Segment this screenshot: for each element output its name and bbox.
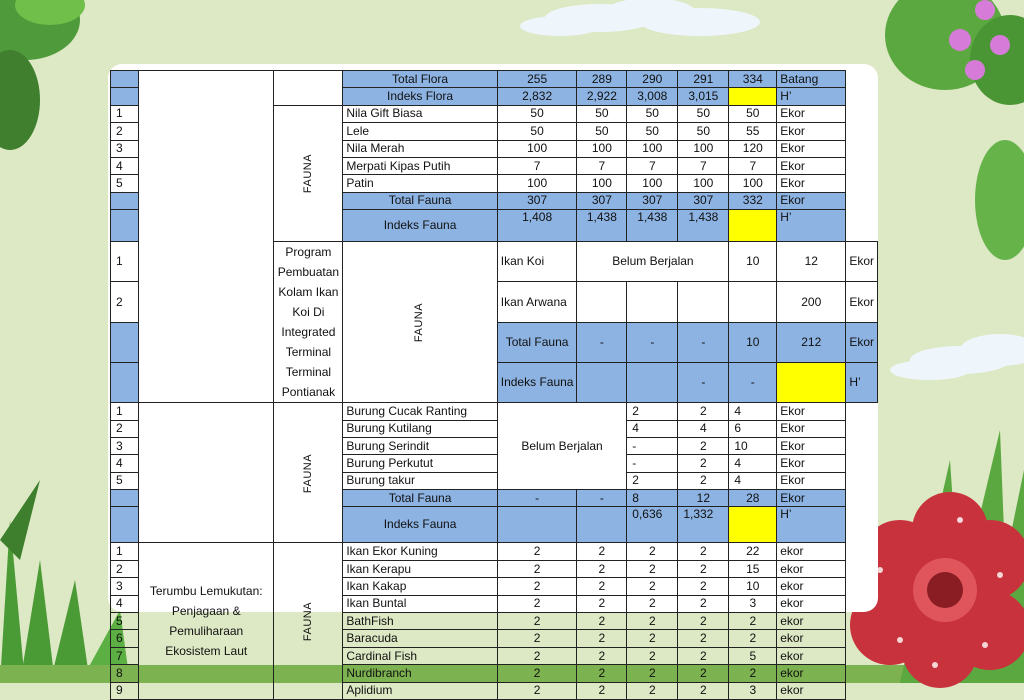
- value-cell: 2: [627, 595, 678, 612]
- value-cell: 255: [497, 71, 577, 88]
- leaf-icon: [0, 0, 85, 150]
- value-cell: 200: [777, 282, 846, 322]
- species-name: Ikan Ekor Kuning: [343, 543, 497, 560]
- no-cell: 1: [111, 403, 139, 420]
- value-cell: -: [627, 322, 678, 362]
- summary-label: Indeks Flora: [343, 88, 497, 105]
- no-cell: 2: [111, 560, 139, 577]
- value-cell: [729, 210, 777, 242]
- value-cell: 100: [577, 175, 627, 192]
- value-cell: 2: [577, 595, 627, 612]
- value-cell: 1,408: [497, 210, 577, 242]
- unit-cell: Ekor: [777, 472, 846, 489]
- group-label: FAUNA: [413, 303, 426, 343]
- value-cell: 2: [678, 543, 729, 560]
- no-cell: [111, 507, 139, 543]
- unit-cell: ekor: [777, 613, 846, 630]
- value-cell: 10: [729, 242, 777, 282]
- species-name: BathFish: [343, 613, 497, 630]
- species-name: Burung Perkutut: [343, 455, 497, 472]
- value-cell: 2: [497, 613, 577, 630]
- unit-cell: ekor: [777, 578, 846, 595]
- value-cell: 3: [729, 682, 777, 699]
- unit-cell: Ekor: [777, 490, 846, 507]
- value-cell: 2,832: [497, 88, 577, 105]
- species-name: Cardinal Fish: [343, 647, 497, 664]
- value-cell: 2: [577, 613, 627, 630]
- unit-cell: Batang: [777, 71, 846, 88]
- fauna-table: [110, 70, 878, 700]
- value-cell: 100: [678, 140, 729, 157]
- unit-cell: Ekor: [777, 403, 846, 420]
- table-cell: [678, 282, 729, 322]
- value-cell: [777, 362, 846, 402]
- value-cell: 7: [577, 157, 627, 174]
- value-cell: 2: [678, 560, 729, 577]
- value-cell: 1,438: [627, 210, 678, 242]
- species-name: Merpati Kipas Putih: [343, 157, 497, 174]
- value-cell: 4: [729, 472, 777, 489]
- value-cell: [577, 362, 627, 402]
- species-name: Nila Merah: [343, 140, 497, 157]
- species-name: Aplidium: [343, 682, 497, 699]
- value-cell: 2: [497, 578, 577, 595]
- no-cell: 2: [111, 282, 139, 322]
- value-cell: 2: [729, 630, 777, 647]
- value-cell: 100: [577, 140, 627, 157]
- value-cell: 100: [729, 175, 777, 192]
- unit-cell: H’: [777, 88, 846, 105]
- value-cell: 2: [678, 682, 729, 699]
- value-cell: [577, 507, 627, 543]
- summary-label: Total Fauna: [343, 192, 497, 209]
- value-cell: 4: [627, 420, 678, 437]
- unit-cell: ekor: [777, 682, 846, 699]
- no-cell: [111, 362, 139, 402]
- no-cell: 3: [111, 140, 139, 157]
- value-cell: 3: [729, 595, 777, 612]
- unit-cell: Ekor: [777, 175, 846, 192]
- no-cell: 6: [111, 630, 139, 647]
- value-cell: 291: [678, 71, 729, 88]
- unit-cell: Ekor: [846, 242, 878, 282]
- value-cell: 307: [577, 192, 627, 209]
- summary-label: Total Fauna: [343, 490, 497, 507]
- value-cell: 2: [627, 647, 678, 664]
- value-cell: 2: [627, 682, 678, 699]
- value-cell: -: [627, 437, 678, 454]
- species-name: Burung takur: [343, 472, 497, 489]
- group-label: FAUNA: [301, 602, 314, 642]
- value-cell: 2: [678, 455, 729, 472]
- value-cell: 100: [497, 175, 577, 192]
- value-cell: 2: [627, 665, 678, 682]
- value-cell: 15: [729, 560, 777, 577]
- no-cell: [111, 71, 139, 88]
- summary-label: Indeks Fauna: [497, 362, 577, 402]
- value-cell: 289: [577, 71, 627, 88]
- group-label: FAUNA: [301, 453, 314, 493]
- value-cell: 332: [729, 192, 777, 209]
- value-cell: 2: [678, 613, 729, 630]
- no-cell: 9: [111, 682, 139, 699]
- value-cell: 50: [678, 123, 729, 140]
- value-cell: -: [577, 322, 627, 362]
- value-cell: 50: [627, 105, 678, 122]
- no-cell: 1: [111, 105, 139, 122]
- value-cell: 2: [497, 682, 577, 699]
- value-cell: 2: [497, 665, 577, 682]
- unit-cell: Ekor: [777, 123, 846, 140]
- unit-cell: Ekor: [777, 420, 846, 437]
- species-name: Nila Gift Biasa: [343, 105, 497, 122]
- value-cell: 2: [577, 647, 627, 664]
- value-cell: 3,008: [627, 88, 678, 105]
- value-cell: 307: [627, 192, 678, 209]
- no-cell: 3: [111, 578, 139, 595]
- value-cell: 2: [627, 630, 678, 647]
- value-cell: 2: [577, 682, 627, 699]
- value-cell: 2: [678, 647, 729, 664]
- no-cell: 5: [111, 472, 139, 489]
- value-cell: 4: [729, 403, 777, 420]
- value-cell: 2: [678, 403, 729, 420]
- unit-cell: Ekor: [777, 157, 846, 174]
- value-cell: 2: [497, 630, 577, 647]
- species-name: Burung Cucak Ranting: [343, 403, 497, 420]
- species-name: Ikan Kerapu: [343, 560, 497, 577]
- value-cell: 2: [497, 647, 577, 664]
- species-name: Ikan Kakap: [343, 578, 497, 595]
- program-cell: [138, 71, 274, 403]
- value-cell: 2: [577, 630, 627, 647]
- no-cell: 2: [111, 123, 139, 140]
- value-cell: -: [627, 455, 678, 472]
- unit-cell: ekor: [777, 647, 846, 664]
- species-name: Ikan Koi: [497, 242, 577, 282]
- value-cell: 4: [678, 420, 729, 437]
- program-cell: [138, 403, 274, 543]
- value-cell: 2: [627, 403, 678, 420]
- value-cell: 0,636: [627, 507, 678, 543]
- value-cell: 2,922: [577, 88, 627, 105]
- status-cell: Belum Berjalan: [497, 403, 627, 490]
- unit-cell: Ekor: [777, 105, 846, 122]
- value-cell: 2: [627, 472, 678, 489]
- no-cell: [111, 322, 139, 362]
- summary-label: Total Flora: [343, 71, 497, 88]
- no-cell: 4: [111, 595, 139, 612]
- value-cell: 50: [678, 105, 729, 122]
- value-cell: 8: [627, 490, 678, 507]
- unit-cell: ekor: [777, 665, 846, 682]
- value-cell: 2: [678, 437, 729, 454]
- value-cell: 1,332: [678, 507, 729, 543]
- value-cell: 100: [627, 175, 678, 192]
- no-cell: [111, 210, 139, 242]
- value-cell: 50: [497, 105, 577, 122]
- value-cell: 2: [577, 578, 627, 595]
- unit-cell: Ekor: [846, 282, 878, 322]
- value-cell: 2: [627, 543, 678, 560]
- table-row: [111, 71, 878, 88]
- value-cell: [497, 507, 577, 543]
- value-cell: 50: [577, 123, 627, 140]
- program-name: Program Pembuatan Kolam Ikan Koi Di Integrated Terminal Terminal Pontianak: [274, 242, 343, 403]
- value-cell: 290: [627, 71, 678, 88]
- value-cell: -: [577, 490, 627, 507]
- unit-cell: ekor: [777, 560, 846, 577]
- species-name: Lele: [343, 123, 497, 140]
- value-cell: 2: [577, 543, 627, 560]
- species-name: Patin: [343, 175, 497, 192]
- value-cell: 334: [729, 71, 777, 88]
- unit-cell: H’: [777, 210, 846, 242]
- table-row: [111, 543, 878, 560]
- no-cell: 8: [111, 665, 139, 682]
- program-name: Terumbu Lemukutan: Penjagaan & Pemuliharaan Ekosistem Laut: [138, 543, 274, 700]
- value-cell: 7: [627, 157, 678, 174]
- value-cell: 55: [729, 123, 777, 140]
- value-cell: 2: [678, 595, 729, 612]
- species-name: Burung Serindit: [343, 437, 497, 454]
- value-cell: 2: [729, 613, 777, 630]
- value-cell: 22: [729, 543, 777, 560]
- value-cell: 2: [497, 543, 577, 560]
- no-cell: [111, 490, 139, 507]
- no-cell: 7: [111, 647, 139, 664]
- value-cell: 100: [678, 175, 729, 192]
- value-cell: 50: [729, 105, 777, 122]
- table-cell: [627, 282, 678, 322]
- unit-cell: ekor: [777, 543, 846, 560]
- no-cell: 1: [111, 543, 139, 560]
- value-cell: 50: [497, 123, 577, 140]
- value-cell: 50: [577, 105, 627, 122]
- unit-cell: Ekor: [777, 192, 846, 209]
- no-cell: 1: [111, 242, 139, 282]
- no-cell: 5: [111, 175, 139, 192]
- value-cell: [627, 362, 678, 402]
- value-cell: [729, 507, 777, 543]
- unit-cell: ekor: [777, 595, 846, 612]
- value-cell: 2: [497, 560, 577, 577]
- value-cell: 2: [678, 665, 729, 682]
- value-cell: 307: [678, 192, 729, 209]
- summary-label: Indeks Fauna: [343, 210, 497, 242]
- group-cell: [274, 71, 343, 106]
- no-cell: 4: [111, 455, 139, 472]
- no-cell: 4: [111, 157, 139, 174]
- no-cell: 2: [111, 420, 139, 437]
- value-cell: -: [497, 490, 577, 507]
- value-cell: 2: [729, 665, 777, 682]
- table-row: [111, 403, 878, 420]
- unit-cell: ekor: [777, 630, 846, 647]
- value-cell: 100: [627, 140, 678, 157]
- value-cell: 2: [678, 472, 729, 489]
- no-cell: 3: [111, 437, 139, 454]
- value-cell: 7: [497, 157, 577, 174]
- group-label: FAUNA: [301, 154, 314, 194]
- value-cell: 1,438: [577, 210, 627, 242]
- species-name: Ikan Buntal: [343, 595, 497, 612]
- value-cell: 2: [627, 578, 678, 595]
- value-cell: 2: [678, 578, 729, 595]
- value-cell: 2: [678, 630, 729, 647]
- no-cell: 5: [111, 613, 139, 630]
- cloud-icon: [520, 0, 760, 36]
- value-cell: 2: [627, 560, 678, 577]
- status-cell: Belum Berjalan: [577, 242, 729, 282]
- unit-cell: Ekor: [846, 322, 878, 362]
- value-cell: -: [678, 362, 729, 402]
- value-cell: 1,438: [678, 210, 729, 242]
- value-cell: 7: [729, 157, 777, 174]
- species-name: Burung Kutilang: [343, 420, 497, 437]
- value-cell: 2: [577, 665, 627, 682]
- group-label-cell: [274, 543, 343, 700]
- value-cell: 10: [729, 322, 777, 362]
- value-cell: 12: [777, 242, 846, 282]
- value-cell: -: [678, 322, 729, 362]
- value-cell: 120: [729, 140, 777, 157]
- species-name: Nurdibranch: [343, 665, 497, 682]
- summary-label: Indeks Fauna: [343, 507, 497, 543]
- value-cell: 7: [678, 157, 729, 174]
- species-name: Baracuda: [343, 630, 497, 647]
- value-cell: -: [729, 362, 777, 402]
- unit-cell: Ekor: [777, 455, 846, 472]
- unit-cell: Ekor: [777, 437, 846, 454]
- table-cell: [577, 282, 627, 322]
- value-cell: 2: [627, 613, 678, 630]
- value-cell: 100: [497, 140, 577, 157]
- value-cell: 10: [729, 578, 777, 595]
- value-cell: 28: [729, 490, 777, 507]
- value-cell: 307: [497, 192, 577, 209]
- value-cell: 2: [497, 595, 577, 612]
- value-cell: 3,015: [678, 88, 729, 105]
- value-cell: 212: [777, 322, 846, 362]
- no-cell: [111, 192, 139, 209]
- value-cell: 6: [729, 420, 777, 437]
- group-label-cell: [274, 105, 343, 241]
- cloud-icon: [890, 334, 1024, 380]
- no-cell: [111, 88, 139, 105]
- group-label-cell: [343, 242, 497, 403]
- value-cell: 12: [678, 490, 729, 507]
- unit-cell: H’: [846, 362, 878, 402]
- value-cell: 5: [729, 647, 777, 664]
- species-name: Ikan Arwana: [497, 282, 577, 322]
- value-cell: 10: [729, 437, 777, 454]
- value-cell: 4: [729, 455, 777, 472]
- unit-cell: Ekor: [777, 140, 846, 157]
- value-cell: [729, 282, 777, 322]
- value-cell: 2: [577, 560, 627, 577]
- summary-label: Total Fauna: [497, 322, 577, 362]
- group-label-cell: [274, 403, 343, 543]
- document-card: [108, 64, 878, 698]
- value-cell: [729, 88, 777, 105]
- unit-cell: H’: [777, 507, 846, 543]
- value-cell: 50: [627, 123, 678, 140]
